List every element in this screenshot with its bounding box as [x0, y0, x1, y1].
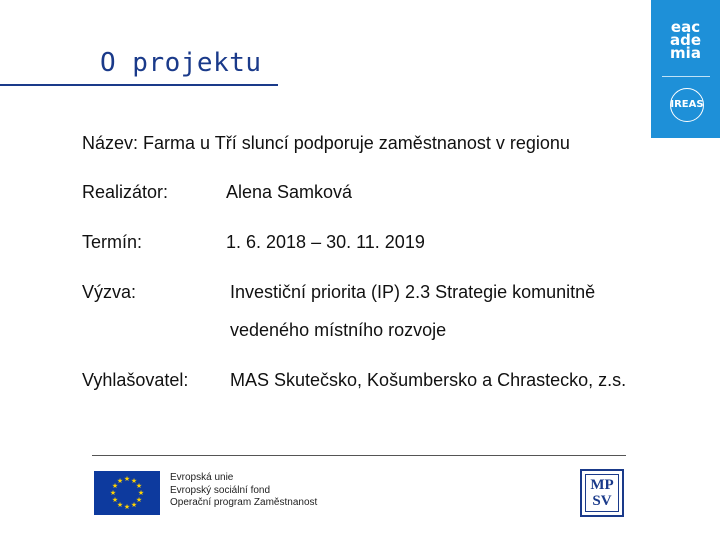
vyhlasovatel-value: MAS Skutečsko, Košumbersko a Chrastecko, z.s.	[230, 370, 627, 390]
brand-line-3: mia	[670, 44, 701, 62]
title-underline	[0, 84, 278, 86]
svg-text:★: ★	[116, 501, 124, 509]
brand-divider	[662, 76, 710, 77]
svg-text:★: ★	[111, 482, 119, 490]
realizator-label: Realizátor:	[82, 182, 169, 202]
eu-flag-icon	[94, 471, 160, 515]
eu-line-2: Evropský sociální fond	[170, 484, 271, 496]
brand-line-1: eac	[670, 18, 701, 36]
svg-text:★: ★	[135, 482, 143, 490]
svg-text:★: ★	[135, 496, 143, 504]
vyzva-value-line-1: Investiční priorita (IP) 2.3 Strategie komunitně	[230, 282, 596, 302]
svg-text:★: ★	[130, 501, 138, 509]
svg-text:★: ★	[116, 477, 124, 485]
vyhlasovatel-label: Vyhlašovatel:	[82, 370, 189, 390]
vyzva-label: Výzva:	[82, 282, 137, 302]
eu-line-3: Operační program Zaměstnanost	[170, 497, 318, 508]
svg-text:★: ★	[130, 477, 138, 485]
mpsv-logo-bottom: SV	[592, 493, 612, 509]
project-name: Název: Farma u Tří sluncí podporuje zaměstnanost v regionu	[82, 133, 570, 153]
eu-line-1: Evropská unie	[170, 472, 234, 483]
svg-text:★: ★	[123, 475, 131, 483]
mpsv-logo	[580, 469, 624, 517]
eu-text-block	[170, 472, 317, 510]
termin-label: Termín:	[82, 232, 143, 252]
vyzva-value-line-2: vedeného místního rozvoje	[230, 320, 447, 340]
svg-text:★: ★	[137, 489, 145, 497]
brand-line-2: ade	[669, 31, 702, 49]
realizator-value: Alena Samková	[226, 182, 353, 202]
footer-divider	[92, 455, 626, 456]
page-title: O projektu	[100, 48, 262, 78]
eu-stars-icon	[94, 471, 160, 515]
ireas-logo: IREAS	[670, 99, 704, 110]
svg-text:★: ★	[109, 489, 117, 497]
svg-text:★: ★	[123, 503, 131, 511]
mpsv-logo-top: MP	[590, 477, 614, 493]
termin-value: 1. 6. 2018 – 30. 11. 2019	[226, 232, 425, 252]
svg-text:★: ★	[111, 496, 119, 504]
